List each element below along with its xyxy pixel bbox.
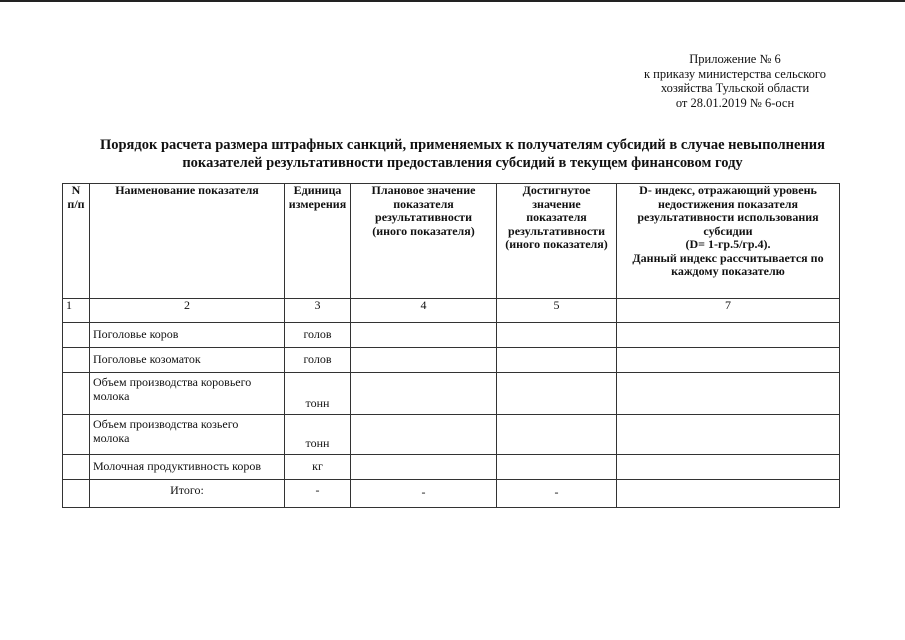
achieved-value-cell: [497, 455, 617, 480]
achieved-value-cell: [497, 415, 617, 455]
planned-value-cell: [351, 455, 497, 480]
header-cell-index: D- индекс, отражающий уровень недостижения показателя результативности использования субсидии (D= 1-гр.5/гр.4). Данный индекс рассчитывается по каждому показателю: [617, 184, 840, 299]
appendix-line: Приложение № 6: [689, 52, 781, 66]
header-row: [63, 184, 840, 299]
achieved-value-cell: [497, 348, 617, 373]
index-value-cell: [617, 348, 840, 373]
header-cell-achieved: Достигнутое значение показателя результативности (иного показателя): [497, 184, 617, 299]
index-value-cell: [617, 323, 840, 348]
appendix-block: [600, 52, 870, 110]
planned-value-cell: [351, 348, 497, 373]
column-number: 4: [351, 299, 497, 323]
indicator-unit: голов: [285, 348, 351, 373]
document-title: [70, 136, 855, 172]
planned-value-cell: [351, 323, 497, 348]
index-value-cell: [617, 373, 840, 415]
row-number-cell: [63, 323, 90, 348]
title-line: показателей результативности предоставления субсидий в текущем финансовом году: [182, 155, 743, 171]
table-row: [63, 373, 840, 415]
index-value-cell: [617, 415, 840, 455]
row-number-cell: [63, 480, 90, 508]
total-achieved: -: [497, 480, 617, 508]
column-number: 5: [497, 299, 617, 323]
title-line: Порядок расчета размера штрафных санкций, применяемых к получателям субсидий в случае невыполнения: [99, 137, 826, 153]
column-number: 2: [90, 299, 285, 323]
total-label: Итого:: [90, 480, 285, 508]
indicator-name: Объем производства козьего молока: [90, 415, 285, 455]
header-cell-number: N п/п: [63, 184, 90, 299]
indicator-unit: тонн: [285, 373, 351, 415]
top-edge-line: [0, 0, 905, 2]
total-row: [63, 480, 840, 508]
index-value-cell: [617, 455, 840, 480]
header-cell-unit: Единица измерения: [285, 184, 351, 299]
planned-value-cell: [351, 415, 497, 455]
total-planned: -: [351, 480, 497, 508]
row-number-cell: [63, 455, 90, 480]
table-row: [63, 348, 840, 373]
indicator-name: Молочная продуктивность коров: [90, 455, 285, 480]
column-number: 7: [617, 299, 840, 323]
column-number: 3: [285, 299, 351, 323]
indicator-unit: кг: [285, 455, 351, 480]
appendix-line: к приказу министерства сельского: [643, 66, 826, 81]
table-row: [63, 455, 840, 480]
appendix-line: хозяйства Тульской области: [660, 81, 810, 95]
row-number-cell: [63, 415, 90, 455]
indicator-name: Поголовье коров: [90, 323, 285, 348]
row-number-cell: [63, 348, 90, 373]
row-number-cell: [63, 373, 90, 415]
column-number: 1: [63, 299, 90, 323]
indicator-name: Поголовье козоматок: [90, 348, 285, 373]
indicator-unit: тонн: [285, 415, 351, 455]
appendix-line: от 28.01.2019 № 6-осн: [675, 95, 795, 110]
penalty-table: [62, 183, 840, 508]
achieved-value-cell: [497, 373, 617, 415]
numbering-row: [63, 299, 840, 323]
header-cell-name: Наименование показателя: [90, 184, 285, 299]
total-index-cell: [617, 480, 840, 508]
planned-value-cell: [351, 373, 497, 415]
header-cell-planned: Плановое значение показателя результативности (иного показателя): [351, 184, 497, 299]
indicator-unit: голов: [285, 323, 351, 348]
total-unit: -: [285, 480, 351, 508]
table-row: [63, 323, 840, 348]
indicator-name: Объем производства коровьего молока: [90, 373, 285, 415]
table-row: [63, 415, 840, 455]
achieved-value-cell: [497, 323, 617, 348]
